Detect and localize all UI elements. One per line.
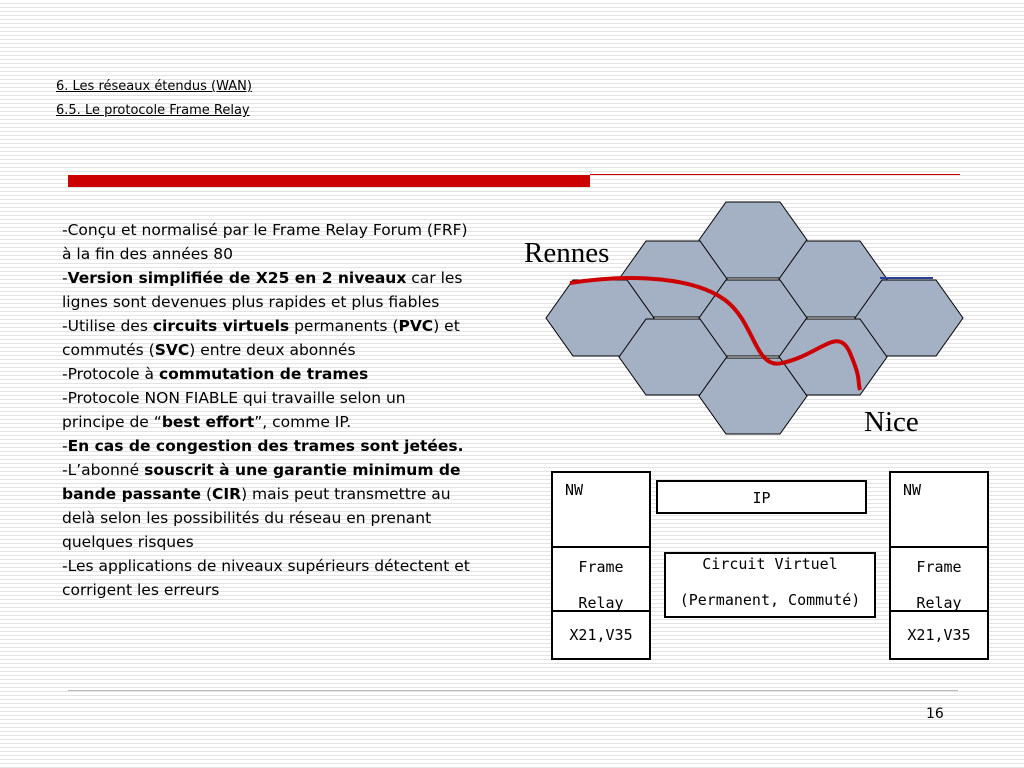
left-stack-nw-layer: NW: [553, 473, 649, 548]
left-protocol-stack: [551, 471, 651, 660]
bullet-text-block: [62, 218, 472, 602]
right-stack-frame-relay-layer: Frame Relay: [891, 548, 987, 612]
right-stack-physical-layer: X21,V35: [907, 626, 971, 644]
virtual-circuit-box: Circuit Virtuel (Permanent, Commuté): [664, 552, 876, 618]
bullet-item: -Version simplifiée de X25 en 2 niveaux car les lignes sont devenues plus rapides et plus fiables: [62, 269, 463, 311]
bullet-item: -Utilise des circuits virtuels permanents (PVC) et commutés (SVC) entre deux abonnés: [62, 317, 460, 359]
subsection-title: 6.5. Le protocole Frame Relay: [56, 103, 250, 118]
city-label-rennes: Rennes: [524, 237, 610, 269]
bullet-item: -Conçu et normalisé par le Frame Relay Forum (FRF) à la fin des années 80: [62, 221, 468, 263]
bullet-item: -Protocole NON FIABLE qui travaille selon un principe de “best effort”, comme IP.: [62, 389, 406, 431]
bullet-item: -L’abonné souscrit à une garantie minimum de bande passante (CIR) mais peut transmettre au delà selon les possibilités du réseau en prenant quelques risques: [62, 461, 461, 551]
city-label-nice: Nice: [864, 406, 919, 438]
title-accent-line: [590, 174, 960, 175]
bullet-item: -Les applications de niveaux supérieurs détectent et corrigent les erreurs: [62, 557, 470, 599]
bullet-item: -En cas de congestion des trames sont jetées.: [62, 437, 464, 455]
ip-layer-box: IP: [656, 480, 867, 514]
left-stack-frame-relay-layer: Frame Relay: [553, 548, 649, 612]
section-title: 6. Les réseaux étendus (WAN): [56, 79, 252, 94]
bullet-item: -Protocole à commutation de trames: [62, 365, 369, 383]
title-accent-bar: [68, 175, 590, 187]
footer-rule: [68, 690, 958, 691]
right-protocol-stack: [889, 471, 989, 660]
left-stack-physical-layer: X21,V35: [569, 626, 633, 644]
right-stack-nw-layer: NW: [891, 473, 987, 548]
page-number: 16: [926, 706, 944, 722]
